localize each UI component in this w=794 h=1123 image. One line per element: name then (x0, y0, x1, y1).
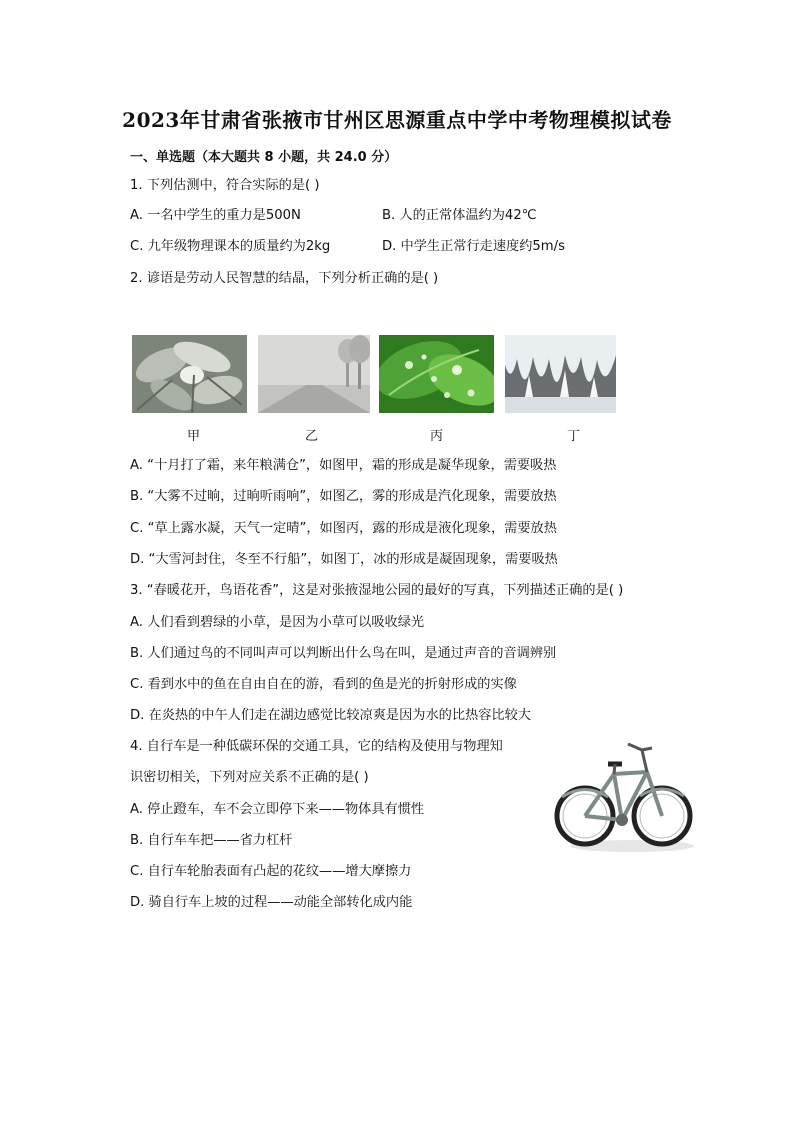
section-heading: 一、单选题（本大题共 8 小题，共 24.0 分） (130, 150, 398, 165)
figure-caption-yi: 乙 (305, 429, 319, 444)
question-3-option-c: C. 看到水中的鱼在自由自在的游，看到的鱼是光的折射形成的实像 (130, 677, 517, 692)
question-2-option-a: A. “十月打了霜，来年粮满仓”，如图甲，霜的形成是凝华现象，需要吸热 (130, 458, 557, 473)
bicycle-image (552, 742, 694, 854)
question-1-option-c: C. 九年级物理课本的质量约为2kg (130, 239, 331, 254)
question-4-option-d: D. 骑自行车上坡的过程——动能全部转化成内能 (130, 895, 413, 910)
question-2-figure-row (132, 335, 618, 415)
question-1-option-d: D. 中学生正常行走速度约5m/s (382, 239, 565, 254)
question-4-option-a: A. 停止蹬车，车不会立即停下来——物体具有惯性 (130, 802, 425, 817)
question-2-stem: 2. 谚语是劳动人民智慧的结晶，下列分析正确的是( ) (130, 271, 439, 286)
question-2-option-d: D. “大雪河封住，冬至不行船”，如图丁，冰的形成是凝固现象，需要吸热 (130, 552, 558, 567)
question-1-stem: 1. 下列估测中，符合实际的是( ) (130, 178, 320, 193)
question-3-option-d: D. 在炎热的中午人们走在湖边感觉比较凉爽是因为水的比热容比较大 (130, 708, 531, 723)
question-2-option-b: B. “大雾不过晌，过晌听雨响”，如图乙，雾的形成是汽化现象，需要放热 (130, 489, 557, 504)
question-4-stem-line-1: 4. 自行车是一种低碳环保的交通工具，它的结构及使用与物理知 (130, 739, 503, 754)
question-4-stem-line-2: 识密切相关，下列对应关系不正确的是( ) (130, 770, 369, 785)
dew-photo (379, 335, 494, 413)
question-2-option-c: C. “草上露水凝，天气一定晴”，如图丙，露的形成是液化现象，需要放热 (130, 521, 557, 536)
page-title: 2023年甘肃省张掖市甘州区思源重点中学中考物理模拟试卷 (122, 108, 672, 132)
question-1-option-a: A. 一名中学生的重力是500N (130, 208, 301, 223)
fog-photo (258, 335, 370, 413)
question-3-stem: 3. “春暖花开，鸟语花香”，这是对张掖湿地公园的最好的写真，下列描述正确的是( ) (130, 583, 624, 598)
question-4-option-c: C. 自行车轮胎表面有凸起的花纹——增大摩擦力 (130, 864, 412, 879)
frost-photo (132, 335, 247, 413)
figure-caption-bing: 丙 (430, 429, 444, 444)
question-1-option-b: B. 人的正常体温约为42℃ (382, 208, 537, 223)
question-4-option-b: B. 自行车车把——省力杠杆 (130, 833, 293, 848)
figure-caption-jia: 甲 (187, 429, 201, 444)
question-3-option-a: A. 人们看到碧绿的小草，是因为小草可以吸收绿光 (130, 615, 425, 630)
figure-caption-ding: 丁 (567, 429, 581, 444)
question-3-option-b: B. 人们通过鸟的不同叫声可以判断出什么鸟在叫，是通过声音的音调辨别 (130, 646, 557, 661)
ice-photo (505, 335, 616, 413)
